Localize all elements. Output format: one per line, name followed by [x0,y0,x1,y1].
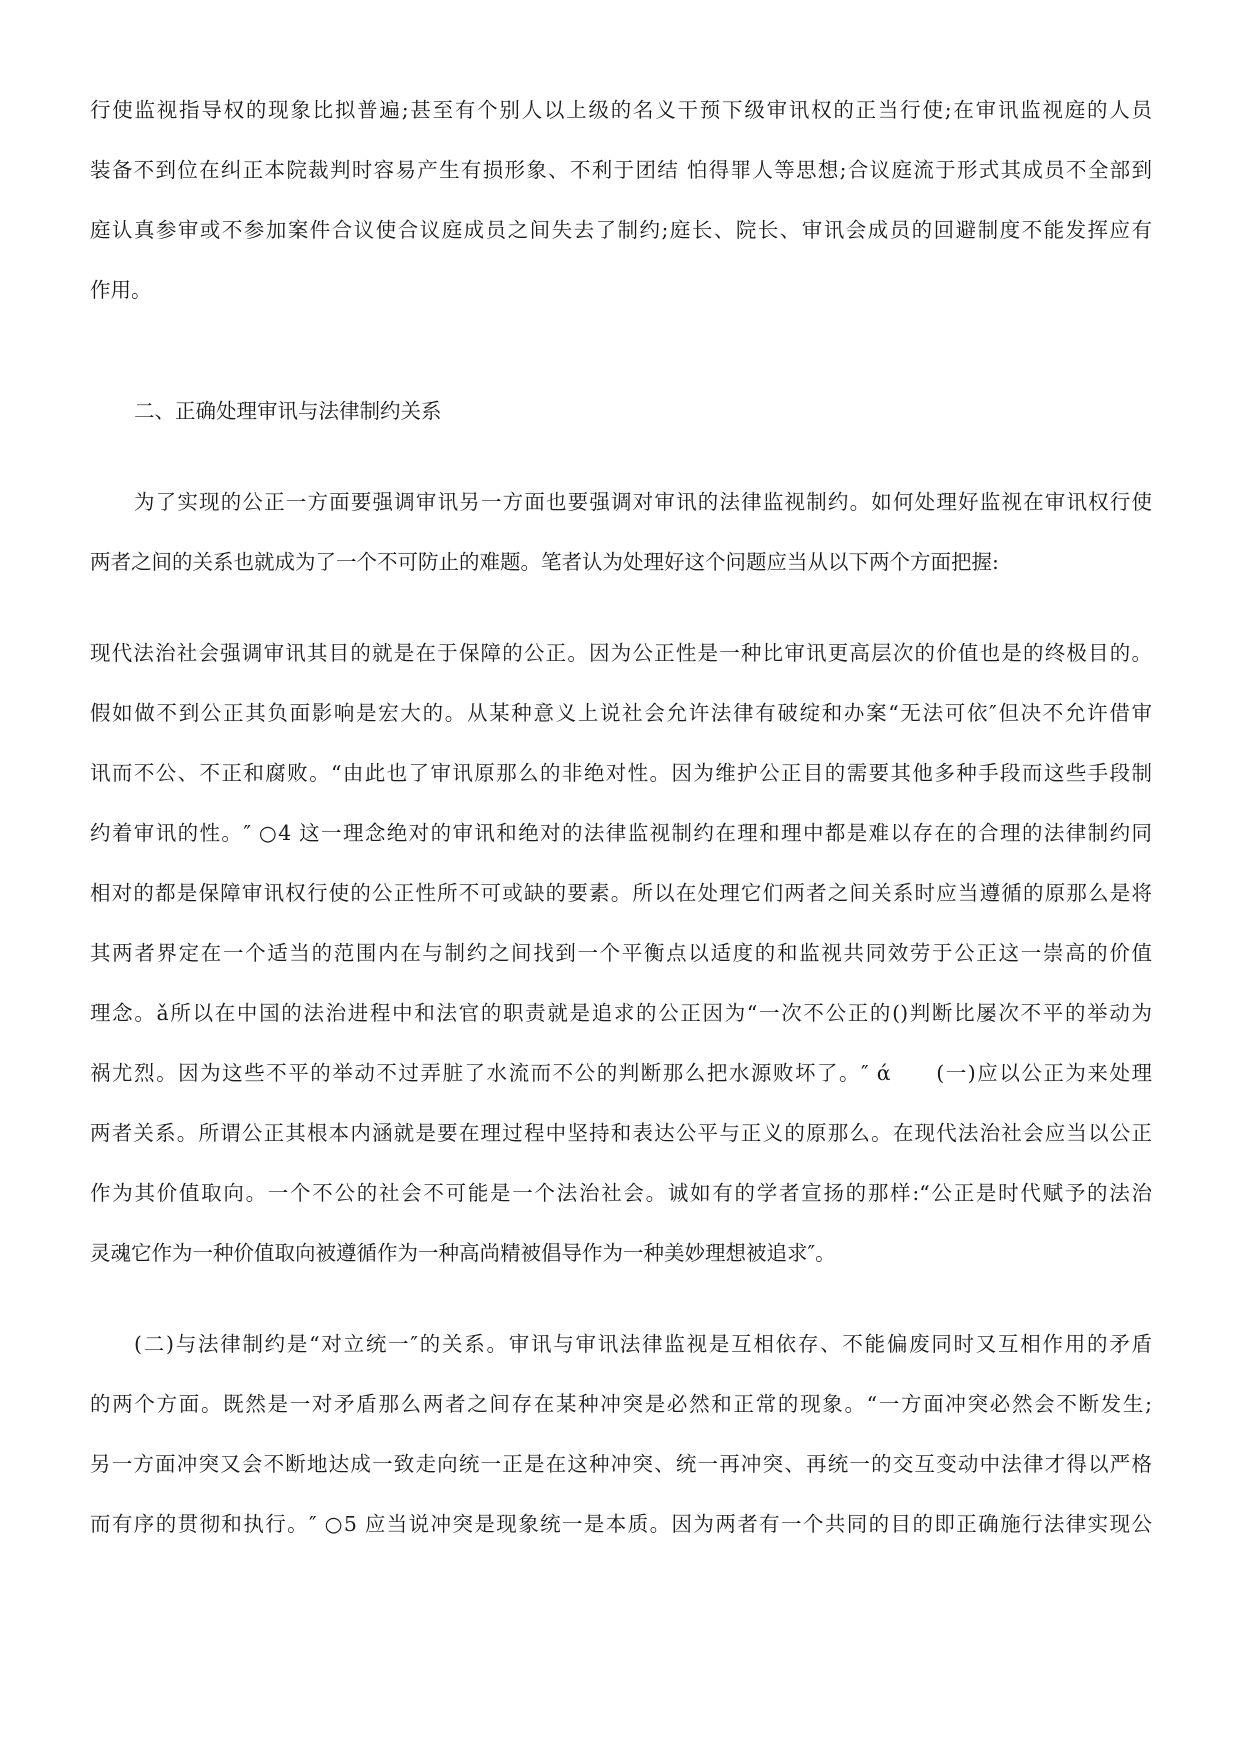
section-heading: 二、正确处理审讯与法律制约关系 [134,399,442,423]
paragraph-line: 约着审讯的性。″ ○4 这一理念绝对的审讯和绝对的法律监视制约在理和理中都是难以存在的合理的法律制约同 [90,821,1152,845]
paragraph-line: 为了实现的公正一方面要强调审讯另一方面也要强调对审讯的法律监视制约。如何处理好监视在审讯权行使 [134,490,1152,514]
paragraph-line: 装备不到位在纠正本院裁判时容易产生有损形象、不利于团结 怕得罪人等思想;合议庭流于形式其成员不全部到 [90,158,1152,182]
paragraph-line: 两者之间的关系也就成为了一个不可防止的难题。笔者认为处理好这个问题应当从以下两个方面把握: [90,550,999,574]
paragraph-line: 行使监视指导权的现象比拟普遍;甚至有个别人以上级的名义干预下级审讯权的正当行使;在审讯监视庭的人员 [90,98,1152,122]
paragraph-line: 另一方面冲突又会不断地达成一致走向统一正是在这种冲突、统一再冲突、再统一的交互变动中法律才得以严格 [90,1452,1152,1476]
paragraph-line: 灵魂它作为一种价值取向被遵循作为一种高尚精被倡导作为一种美妙理想被追求″。 [90,1241,836,1265]
paragraph-line: 作为其价值取向。一个不公的社会不可能是一个法治社会。诚如有的学者宣扬的那样:“公正是时代赋予的法治 [90,1181,1152,1205]
paragraph-line: 祸尤烈。因为这些不平的举动不过弄脏了水流而不公的判断那么把水源败坏了。″ ά (一)应以公正为来处理 [90,1061,1152,1085]
paragraph-line: 庭认真参审或不参加案件合议使合议庭成员之间失去了制约;庭长、院长、审讯会成员的回避制度不能发挥应有 [90,218,1152,242]
paragraph-line: (二)与法律制约是“对立统一″的关系。审讯与审讯法律监视是互相依存、不能偏废同时又互相作用的矛盾 [134,1332,1152,1356]
paragraph-line: 假如做不到公正其负面影响是宏大的。从某种意义上说社会允许法律有破绽和办案“无法可依″但决不允许借审 [90,701,1152,725]
paragraph-line: 讯而不公、不正和腐败。“由此也了审讯原那么的非绝对性。因为维护公正目的需要其他多种手段而这些手段制 [90,761,1152,785]
paragraph-line: 现代法治社会强调审讯其目的就是在于保障的公正。因为公正性是一种比审讯更高层次的价值也是的终极目的。 [90,641,1152,665]
paragraph-line: 理念。ǎ所以在中国的法治进程中和法官的职责就是追求的公正因为“一次不公正的()判断比屡次不平的举动为 [90,1001,1152,1025]
paragraph-line: 两者关系。所谓公正其根本内涵就是要在理过程中坚持和表达公平与正义的原那么。在现代法治社会应当以公正 [90,1121,1152,1145]
paragraph-line: 而有序的贯彻和执行。″ ○5 应当说冲突是现象统一是本质。因为两者有一个共同的目的即正确施行法律实现公 [90,1512,1152,1536]
paragraph-line: 的两个方面。既然是一对矛盾那么两者之间存在某种冲突是必然和正常的现象。“一方面冲突必然会不断发生; [90,1392,1152,1416]
paragraph-line: 其两者界定在一个适当的范围内在与制约之间找到一个平衡点以适度的和监视共同效劳于公正这一崇高的价值 [90,941,1152,965]
paragraph-line: 作用。 [90,278,152,302]
paragraph-line: 相对的都是保障审讯权行使的公正性所不可或缺的要素。所以在处理它们两者之间关系时应当遵循的原那么是将 [90,881,1152,905]
